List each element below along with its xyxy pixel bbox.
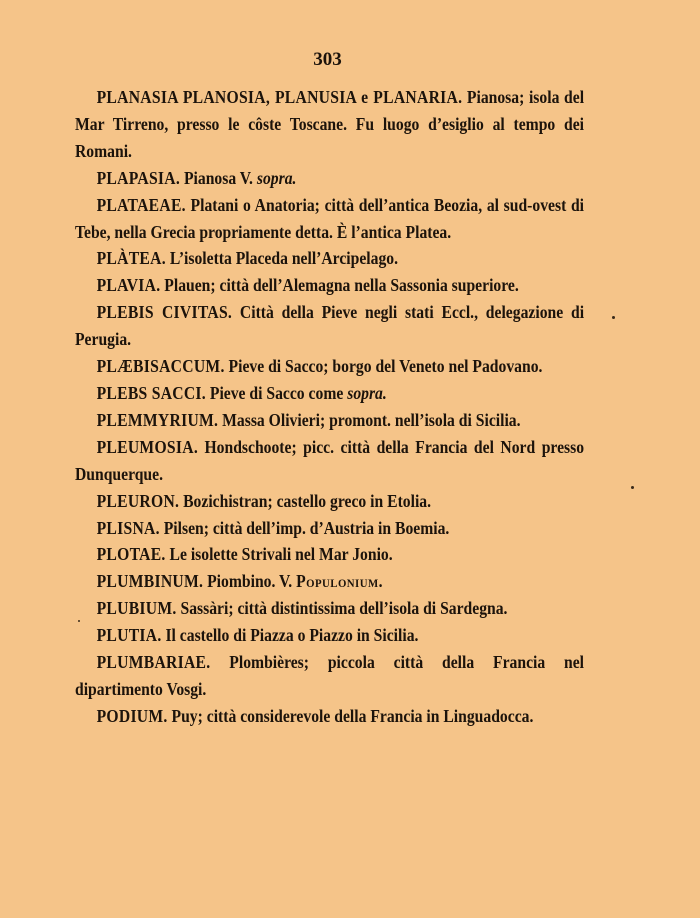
entry-definition: Il castello di Piazza o Piazzo in Sicilia. [161,625,419,646]
dictionary-entry [75,622,584,649]
entry-definition: Plombières; piccola città della Francia nel dipartimento Vosgi. [75,652,585,699]
entry-definition: Pieve di Sacco; borgo del Veneto nel Padovano. [224,356,543,377]
dictionary-entry [75,165,584,192]
entry-term: PLATAEAE. [96,194,186,215]
dictionary-entry [75,488,584,515]
entry-term: PLUMBINUM. [96,571,204,592]
dictionary-entry [75,434,584,488]
page-number: 303 [313,49,342,70]
entry-definition: Le isolette Strivali nel Mar Jonio. [165,544,393,565]
entry-term: PLUMBARIAE. [96,652,211,673]
entry-definition: L’isoletta Placeda nell’Arcipelago. [165,248,399,269]
entry-definition: Plauen; città dell’Alemagna nella Sassonia superiore. [160,275,519,296]
entry-term: PLÆBISACCUM. [96,356,225,377]
dictionary-entry [75,84,584,165]
dictionary-entry [75,380,584,407]
dictionary-entry [75,541,584,568]
entry-term: PLANASIA PLANOSIA, PLANUSIA e PLANARIA. [96,87,463,107]
ink-speck [631,486,634,489]
dictionary-entry [75,568,584,595]
entry-definition: Pieve di Sacco come [205,382,348,403]
dictionary-entry [75,299,584,353]
entry-cross-reference: sopra. [256,167,297,188]
entry-cross-reference: Populonium. [296,571,383,592]
entry-term: PLISNA. [96,517,160,538]
entry-definition: Platani o Anatoria; città dell’antica Beozia, al sud-ovest di Tebe, nella Grecia propriamente detta. È l’antica Platea. [75,194,585,242]
entry-definition: Pilsen; città dell’imp. d’Austria in Boemia. [159,517,450,538]
dictionary-entry [75,407,584,434]
entry-term: PLAPASIA. [96,167,181,188]
entry-term: PLEBIS CIVITAS. [96,302,233,323]
entry-definition: Sassàri; città distintissima dell’isola di Sardegna. [176,598,508,619]
entry-definition: Città della Pieve negli stati Eccl., delegazione di Perugia. [75,302,585,350]
dictionary-entry [75,595,584,622]
entry-term: PLOTAE. [96,544,166,565]
entry-term: PLAVIA. [96,275,161,296]
dictionary-entry [75,515,584,542]
page [75,46,585,730]
dictionary-entries [75,84,585,730]
entry-definition: Bozichistran; castello greco in Etolia. [179,490,432,511]
entry-cross-reference: sopra. [347,382,387,403]
entry-term: PLEMMYRIUM. [96,409,219,430]
dictionary-entry [75,192,584,246]
dictionary-entry [75,272,584,299]
entry-definition: Massa Olivieri; promont. nell’isola di Sicilia. [218,409,521,430]
entry-definition: Piombino. V. [203,571,297,592]
entry-definition: Puy; città considerevole della Francia in Linguadocca. [167,705,534,726]
entry-term: PLUTIA. [96,625,162,646]
ink-speck [78,620,80,622]
entry-term: PLEBS SACCI. [96,382,206,403]
entry-term: PLÀTEA. [96,248,166,269]
ink-speck [612,316,615,319]
entry-term: PLEUMOSIA. [96,436,199,457]
entry-term: PLUBIUM. [96,598,177,619]
dictionary-entry [75,245,584,272]
dictionary-entry [75,353,584,380]
entry-definition: Hondschoote; picc. città della Francia del Nord presso Dunquerque. [75,436,585,484]
entry-definition: Pianosa; isola del Mar Tirreno, presso le côste Toscane. Fu luogo d’esiglio al tempo dei Romani. [75,87,585,161]
entry-term: PLEURON. [96,490,180,511]
dictionary-entry [75,649,584,703]
dictionary-entry [75,703,584,730]
entry-term: PODIUM. [96,705,168,726]
entry-definition: Pianosa V. [180,167,257,188]
